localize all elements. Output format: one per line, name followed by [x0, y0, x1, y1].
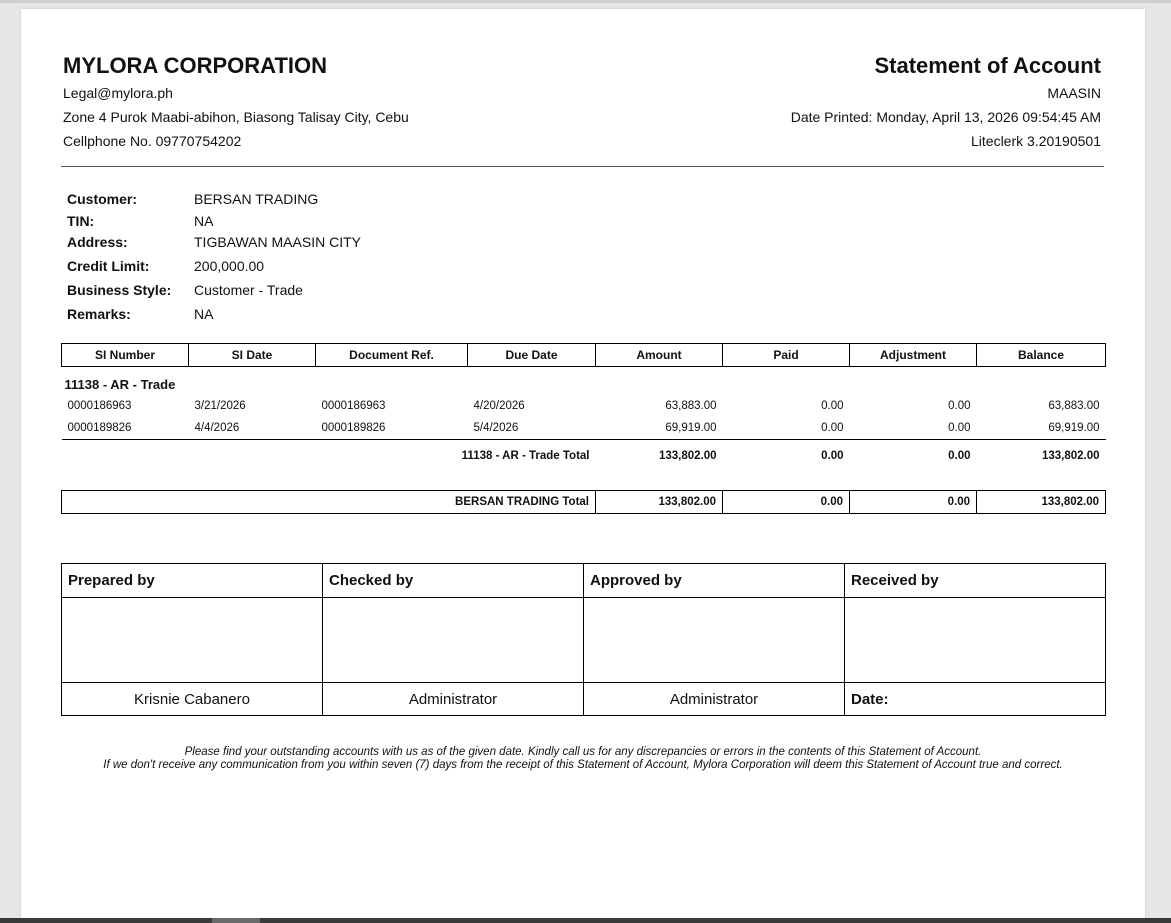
group-total-balance: 133,802.00	[977, 440, 1106, 473]
cell-amount: 63,883.00	[665, 400, 717, 412]
prepared-by-label: Prepared by	[62, 564, 323, 598]
grand-total-label: BERSAN TRADING Total	[62, 491, 596, 514]
cell-balance: 69,919.00	[1048, 422, 1100, 434]
info-value: 200,000.00	[194, 258, 265, 274]
cell-document-ref: 0000189826	[321, 422, 386, 434]
cell-adjustment: 0.00	[948, 400, 971, 412]
info-value: NA	[194, 212, 214, 229]
column-header: Due Date	[468, 344, 596, 367]
cell-adjustment: 0.00	[948, 422, 971, 434]
group-total-paid: 0.00	[723, 440, 850, 473]
info-label: Business Style:	[67, 282, 172, 298]
signature-space	[845, 598, 1106, 683]
grand-total-amount: 133,802.00	[596, 491, 723, 514]
document-page	[21, 9, 1145, 921]
cell-si-number: 0000186963	[67, 400, 132, 412]
info-row-credit-limit	[67, 254, 361, 278]
info-label: Customer:	[67, 191, 138, 207]
spacer-row	[62, 472, 1106, 491]
signature-table	[61, 563, 1106, 716]
info-row-tin	[67, 211, 361, 230]
cell-due-date: 4/20/2026	[473, 400, 525, 412]
signature-names-row	[62, 683, 1106, 716]
cell-amount: 69,919.00	[665, 422, 717, 434]
group-label: 11138 - AR - Trade	[64, 376, 176, 392]
signature-space	[323, 598, 584, 683]
viewer-top-bar	[0, 0, 1171, 3]
cell-si-number: 0000189826	[67, 422, 132, 434]
cell-paid: 0.00	[821, 422, 844, 434]
company-phone: Cellphone No. 09770754202	[63, 133, 242, 149]
customer-info	[67, 187, 361, 326]
column-header: Balance	[977, 344, 1106, 367]
table-header-row	[62, 344, 1106, 367]
table-row	[62, 395, 1106, 417]
cell-due-date: 5/4/2026	[473, 422, 519, 434]
group-header-row	[62, 367, 1106, 396]
column-header: Paid	[723, 344, 850, 367]
cell-si-date: 3/21/2026	[194, 400, 246, 412]
group-total-label: 11138 - AR - Trade Total	[62, 440, 596, 473]
approved-by-label: Approved by	[584, 564, 845, 598]
received-date-label: Date:	[845, 683, 1106, 716]
company-address: Zone 4 Purok Maabi-abihon, Biasong Talisay City, Cebu	[63, 109, 409, 125]
header-divider	[61, 166, 1104, 167]
info-label: Credit Limit:	[67, 258, 150, 274]
grand-total-row	[62, 491, 1106, 514]
prepared-by-name: Krisnie Cabanero	[62, 683, 323, 716]
column-header: SI Date	[189, 344, 316, 367]
cell-balance: 63,883.00	[1048, 400, 1100, 412]
company-name: MYLORA CORPORATION	[63, 53, 327, 78]
column-header: Amount	[596, 344, 723, 367]
signature-header-row	[62, 564, 1106, 598]
info-label: Remarks:	[67, 306, 131, 322]
software-version: Liteclerk 3.20190501	[971, 133, 1101, 149]
scrollbar-thumb[interactable]	[212, 918, 260, 923]
date-printed: Date Printed: Monday, April 13, 2026 09:54:45 AM	[790, 109, 1101, 125]
cell-document-ref: 0000186963	[321, 400, 386, 412]
branch-name: MAASIN	[1047, 85, 1101, 101]
info-value: Customer - Trade	[194, 282, 303, 298]
document-title: Statement of Account	[874, 53, 1101, 78]
signature-space	[62, 598, 323, 683]
info-row-business-style	[67, 278, 361, 302]
info-value: NA	[194, 306, 214, 322]
info-row-remarks	[67, 302, 361, 326]
group-total-row	[62, 440, 1106, 473]
column-header: Document Ref.	[316, 344, 468, 367]
grand-total-balance: 133,802.00	[977, 491, 1106, 514]
info-label: TIN:	[67, 212, 95, 229]
info-row-customer	[67, 187, 361, 211]
checked-by-label: Checked by	[323, 564, 584, 598]
group-total-amount: 133,802.00	[596, 440, 723, 473]
signature-space-row	[62, 598, 1106, 683]
group-total-adjustment: 0.00	[850, 440, 977, 473]
grand-total-paid: 0.00	[723, 491, 850, 514]
checked-by-name: Administrator	[323, 683, 584, 716]
info-value: TIGBAWAN MAASIN CITY	[194, 234, 361, 250]
table-row	[62, 417, 1106, 440]
column-header: SI Number	[62, 344, 189, 367]
column-header: Adjustment	[850, 344, 977, 367]
footer-note-line-1: Please find your outstanding accounts with us as of the given date. Kindly call us for any discrepancies or errors in the contents of this Statement of Account.	[184, 746, 982, 758]
info-value: BERSAN TRADING	[194, 191, 319, 207]
viewer-scrollbar[interactable]	[0, 918, 1171, 923]
account-table	[61, 343, 1106, 514]
cell-paid: 0.00	[821, 400, 844, 412]
info-row-address	[67, 230, 361, 254]
company-email: Legal@mylora.ph	[63, 85, 173, 101]
approved-by-name: Administrator	[584, 683, 845, 716]
signature-space	[584, 598, 845, 683]
grand-total-adjustment: 0.00	[850, 491, 977, 514]
received-by-label: Received by	[845, 564, 1106, 598]
footer-note-line-2: If we don't receive any communication from you within seven (7) days from the receipt of this Statement of Account, Mylora Corporation will deem this Statement of Account true and correct.	[103, 759, 1063, 771]
cell-si-date: 4/4/2026	[194, 422, 240, 434]
info-label: Address:	[67, 234, 128, 250]
